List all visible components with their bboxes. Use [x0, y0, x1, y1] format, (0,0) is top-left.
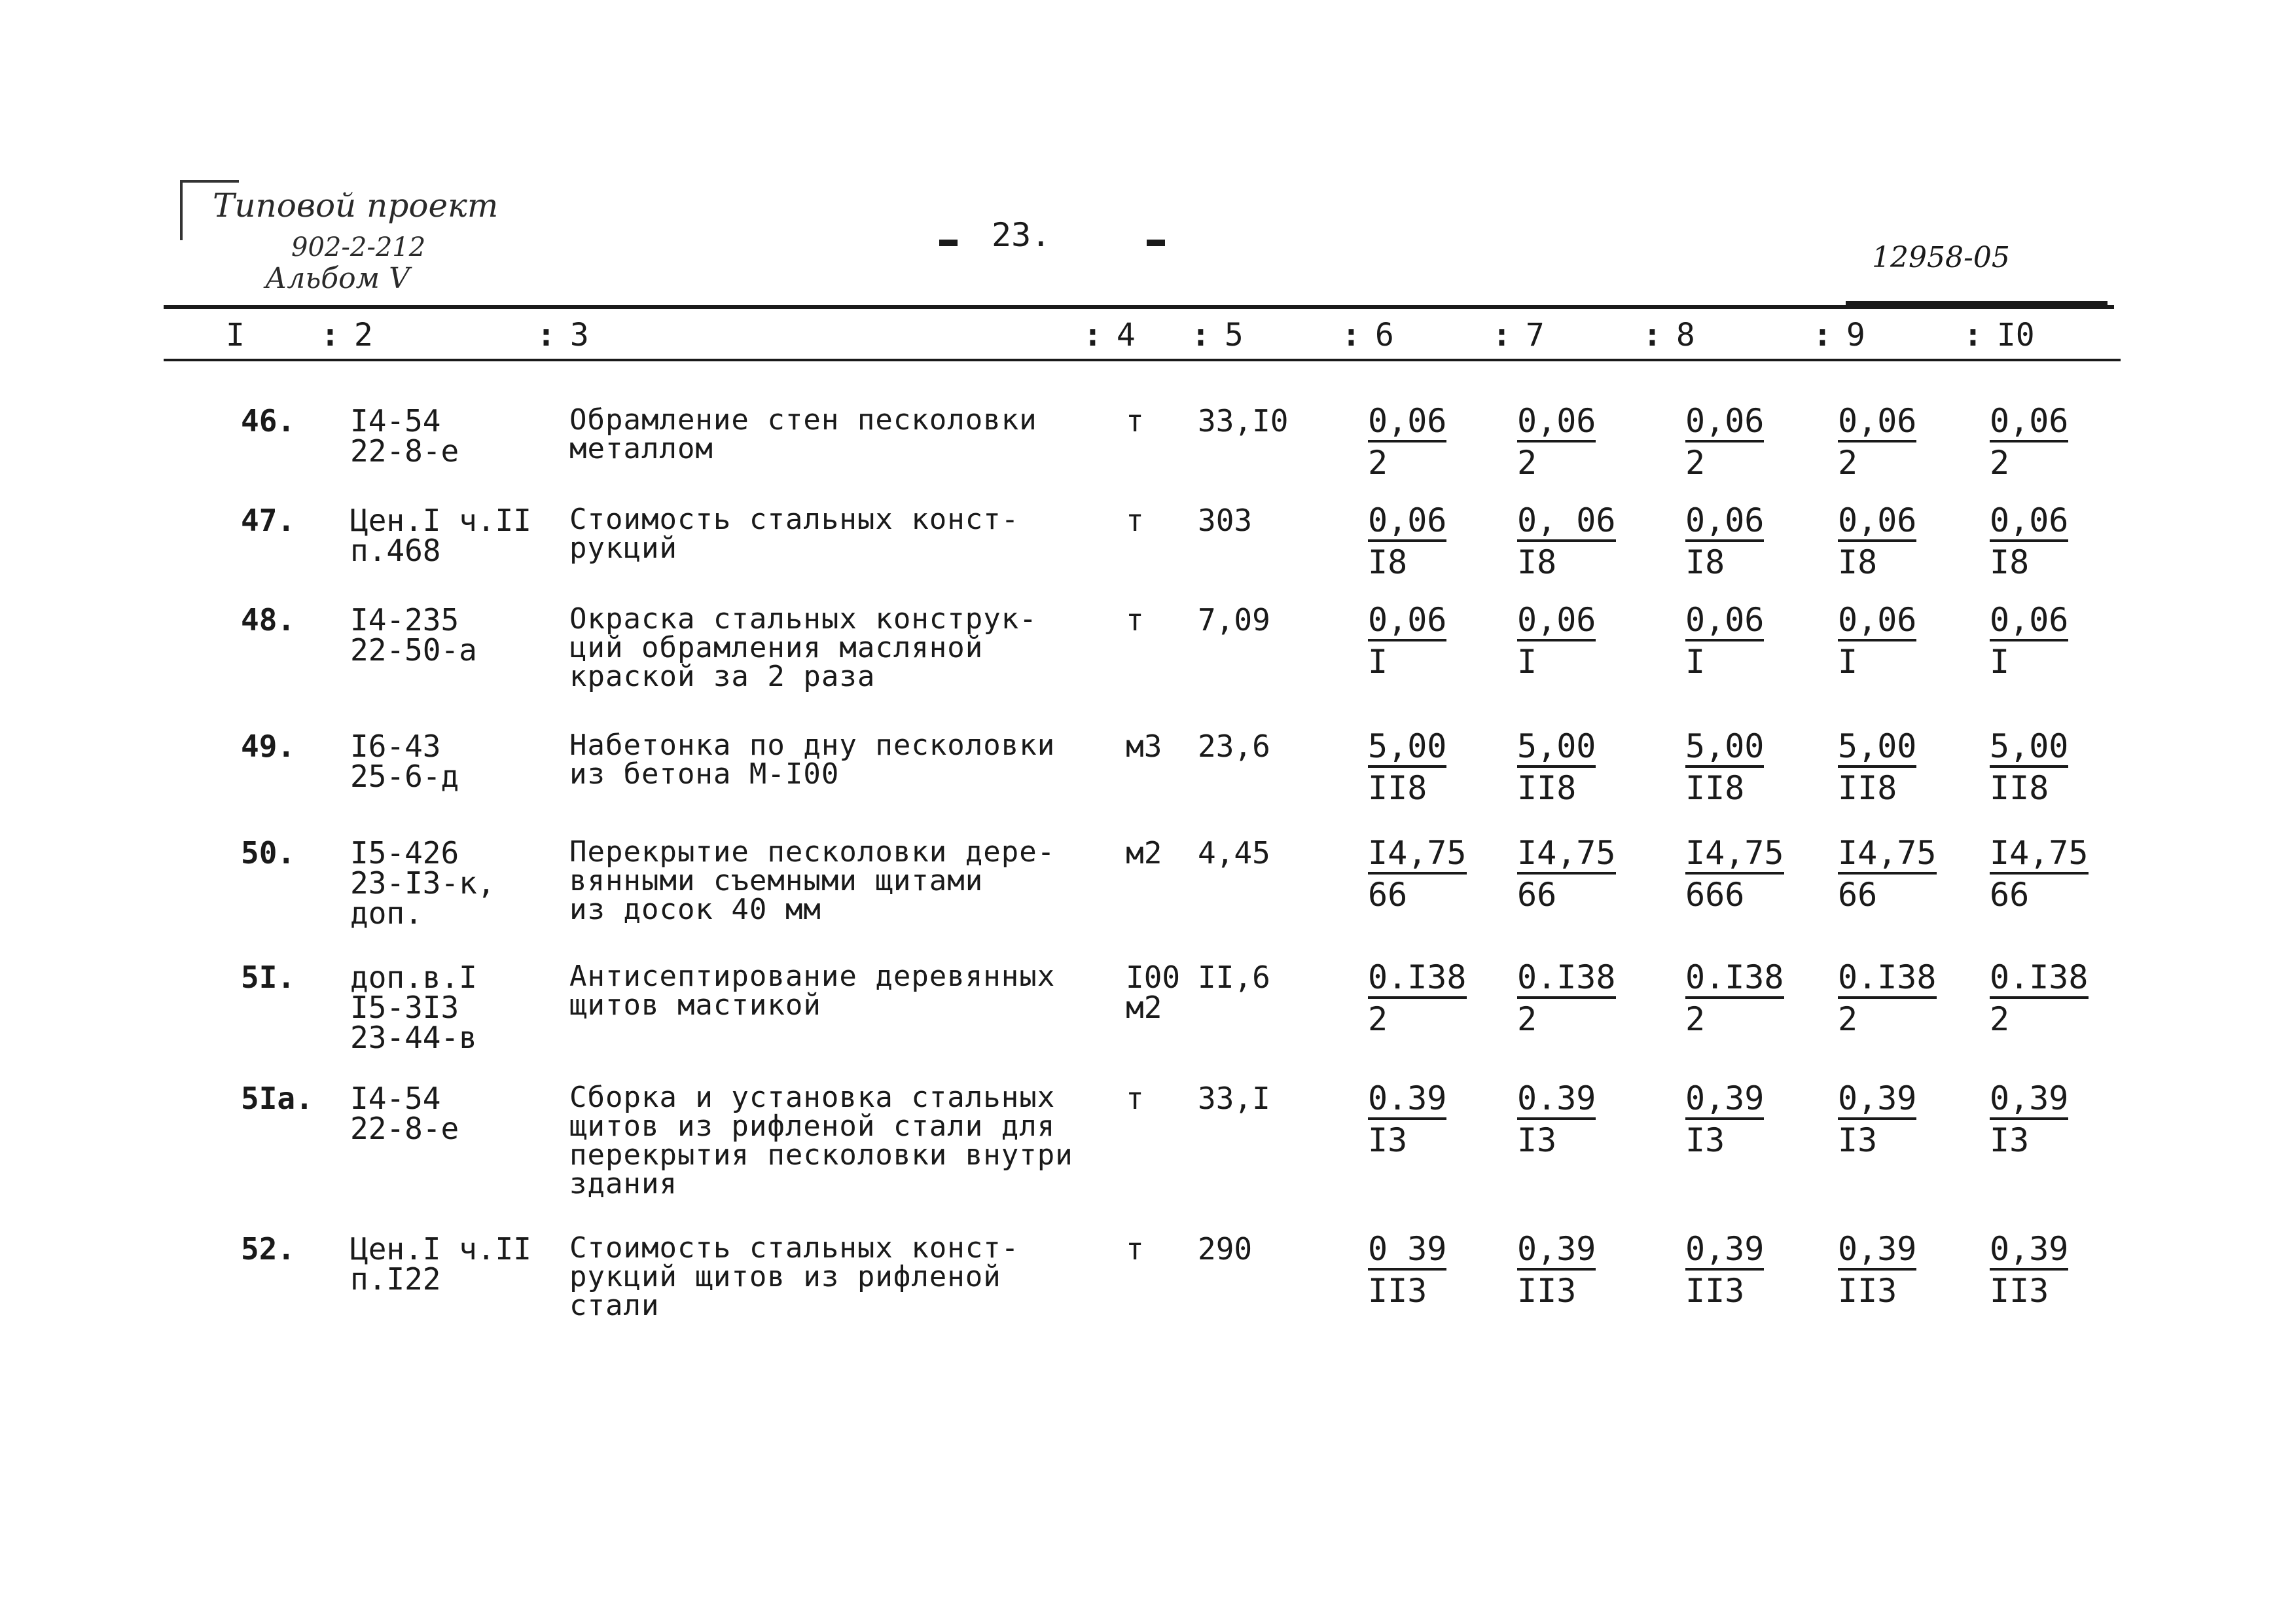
- fraction-denominator: 2: [1838, 1000, 1858, 1038]
- column-header-10: [1964, 317, 2035, 353]
- fraction-denominator: 66: [1990, 876, 2030, 914]
- row-code: Цен.I ч.II п.I22: [350, 1231, 531, 1297]
- fraction-value: [1368, 729, 1473, 806]
- column-header-9: [1813, 317, 1865, 353]
- row-unit: I00 м2: [1126, 960, 1181, 1025]
- row-description: Перекрытие песколовки дере- вянными съемными щитами из досок 40 мм: [569, 835, 1056, 926]
- fraction-denominator: 2: [1838, 444, 1858, 482]
- fraction-denominator: 2: [1368, 444, 1388, 482]
- row-unit: т: [1126, 503, 1144, 538]
- fraction-value: [1838, 602, 1943, 679]
- column-header-3: [537, 317, 589, 353]
- row-quantity: 303: [1198, 503, 1253, 538]
- fraction-numerator: I4,75: [1368, 835, 1467, 875]
- fraction-value: [1685, 602, 1790, 679]
- fraction-numerator: 0,39: [1990, 1231, 2068, 1271]
- header-rule-top-right: [1846, 301, 2108, 305]
- fraction-value: [1517, 403, 1622, 480]
- document-code: 12958-05: [1872, 241, 2010, 274]
- fraction-numerator: 0,06: [1368, 403, 1446, 442]
- fraction-value: [1990, 1081, 2094, 1158]
- fraction-value: [1838, 729, 1943, 806]
- fraction-denominator: 2: [1517, 1000, 1537, 1038]
- page-dash-left: [939, 240, 958, 246]
- fraction-value: [1368, 1081, 1473, 1158]
- fraction-value: [1368, 835, 1473, 912]
- column-header-6: [1342, 317, 1394, 353]
- fraction-denominator: I8: [1685, 543, 1725, 581]
- fraction-denominator: I: [1838, 643, 1858, 681]
- fraction-numerator: 0,06: [1368, 602, 1446, 641]
- fraction-value: [1990, 960, 2094, 1037]
- page-dash-right: [1147, 240, 1165, 246]
- column-header-2: [321, 317, 373, 353]
- fraction-numerator: 0.I38: [1990, 960, 2089, 999]
- column-label: 5: [1224, 317, 1244, 353]
- fraction-numerator: 0,06: [1990, 503, 2068, 542]
- fraction-numerator: 0,06: [1368, 503, 1446, 542]
- column-label: I0: [1996, 317, 2035, 353]
- column-label: 2: [353, 317, 373, 353]
- fraction-value: [1838, 1231, 1943, 1308]
- stamp-line-album: Альбом V: [265, 262, 410, 295]
- fraction-denominator: I: [1517, 643, 1537, 681]
- fraction-numerator: 5,00: [1838, 729, 1916, 768]
- column-header-7: [1492, 317, 1545, 353]
- row-quantity: 290: [1198, 1231, 1253, 1267]
- row-unit: т: [1126, 1081, 1144, 1116]
- fraction-denominator: 2: [1517, 444, 1537, 482]
- column-label: 4: [1116, 317, 1136, 353]
- column-separator: :: [321, 317, 340, 353]
- fraction-numerator: 0, 06: [1517, 503, 1616, 542]
- fraction-value: [1838, 835, 1943, 912]
- fraction-value: [1517, 1081, 1622, 1158]
- column-separator: :: [1964, 317, 1982, 353]
- fraction-numerator: 0,06: [1838, 503, 1916, 542]
- fraction-denominator: I8: [1838, 543, 1878, 581]
- fraction-denominator: I3: [1685, 1121, 1725, 1159]
- fraction-denominator: 66: [1838, 876, 1878, 914]
- fraction-denominator: II3: [1838, 1272, 1897, 1310]
- fraction-value: [1517, 960, 1622, 1037]
- fraction-numerator: 0,06: [1838, 403, 1916, 442]
- fraction-denominator: 2: [1685, 444, 1706, 482]
- fraction-numerator: 0,06: [1685, 403, 1764, 442]
- row-number: 50.: [241, 835, 296, 871]
- fraction-value: [1685, 403, 1790, 480]
- fraction-numerator: 0.I38: [1838, 960, 1937, 999]
- fraction-denominator: II8: [1517, 769, 1577, 807]
- fraction-numerator: 0,06: [1990, 403, 2068, 442]
- fraction-numerator: 0,39: [1990, 1081, 2068, 1120]
- fraction-numerator: 0,39: [1685, 1081, 1764, 1120]
- fraction-numerator: 0 39: [1368, 1231, 1446, 1271]
- fraction-denominator: I: [1368, 643, 1388, 681]
- fraction-numerator: 0,39: [1685, 1231, 1764, 1271]
- fraction-denominator: I: [1990, 643, 2010, 681]
- fraction-denominator: II3: [1685, 1272, 1745, 1310]
- fraction-numerator: 5,00: [1517, 729, 1596, 768]
- fraction-value: [1517, 503, 1622, 580]
- project-stamp: [180, 180, 520, 311]
- fraction-numerator: 0,06: [1838, 602, 1916, 641]
- fraction-numerator: 0,39: [1838, 1081, 1916, 1120]
- fraction-denominator: II8: [1990, 769, 2049, 807]
- column-label: 8: [1676, 317, 1695, 353]
- stamp-bracket: [180, 180, 183, 240]
- fraction-value: [1990, 729, 2094, 806]
- fraction-denominator: 66: [1368, 876, 1408, 914]
- fraction-value: [1685, 729, 1790, 806]
- row-quantity: 23,6: [1198, 729, 1270, 764]
- fraction-numerator: I4,75: [1990, 835, 2089, 875]
- fraction-denominator: 2: [1990, 444, 2010, 482]
- fraction-denominator: I3: [1517, 1121, 1557, 1159]
- row-description: Набетонка по дну песколовки из бетона М-I00: [569, 729, 1056, 791]
- row-quantity: 7,09: [1198, 602, 1270, 638]
- stamp-line-number: 902-2-212: [291, 232, 426, 262]
- fraction-denominator: 2: [1368, 1000, 1388, 1038]
- fraction-value: [1685, 1231, 1790, 1308]
- fraction-value: [1990, 503, 2094, 580]
- row-code: I4-54 22-8-е: [350, 403, 459, 469]
- fraction-numerator: 0,06: [1517, 403, 1596, 442]
- fraction-denominator: 66: [1517, 876, 1557, 914]
- fraction-value: [1685, 503, 1790, 580]
- fraction-value: [1368, 602, 1473, 679]
- fraction-numerator: 0,39: [1838, 1231, 1916, 1271]
- fraction-numerator: 0,06: [1685, 602, 1764, 641]
- row-unit: т: [1126, 602, 1144, 638]
- column-separator: :: [1191, 317, 1210, 353]
- row-number: 52.: [241, 1231, 296, 1267]
- stamp-line-project: Типовой проект: [213, 187, 499, 225]
- fraction-value: [1517, 729, 1622, 806]
- column-header-4: [1083, 317, 1136, 353]
- row-code: I4-54 22-8-е: [350, 1081, 459, 1146]
- fraction-value: [1368, 1231, 1473, 1308]
- row-code: I6-43 25-6-д: [350, 729, 459, 794]
- row-quantity: II,6: [1198, 960, 1270, 995]
- fraction-value: [1517, 1231, 1622, 1308]
- fraction-numerator: 0,06: [1685, 503, 1764, 542]
- row-unit: м3: [1126, 729, 1162, 764]
- row-description: Стоимость стальных конст- рукций: [569, 503, 1020, 565]
- row-quantity: 33,I0: [1198, 403, 1289, 439]
- column-separator: :: [1643, 317, 1662, 353]
- row-number: 46.: [241, 403, 296, 439]
- fraction-numerator: 0,06: [1990, 602, 2068, 641]
- stamp-bracket-top: [180, 180, 239, 183]
- row-number: 49.: [241, 729, 296, 764]
- fraction-value: [1838, 960, 1943, 1037]
- fraction-denominator: II3: [1368, 1272, 1427, 1310]
- fraction-numerator: 0,39: [1517, 1231, 1596, 1271]
- column-header-1: [226, 317, 245, 353]
- row-code: доп.в.I I5-3I3 23-44-в: [350, 960, 477, 1055]
- fraction-denominator: I8: [1368, 543, 1408, 581]
- column-separator: :: [537, 317, 556, 353]
- header-rule-bottom: [164, 359, 2121, 361]
- page-number: 23.: [992, 216, 1051, 254]
- column-label: 9: [1846, 317, 1865, 353]
- column-label: 6: [1374, 317, 1394, 353]
- fraction-denominator: I8: [1517, 543, 1557, 581]
- fraction-value: [1517, 835, 1622, 912]
- fraction-numerator: 0,06: [1517, 602, 1596, 641]
- column-separator: :: [1813, 317, 1832, 353]
- fraction-numerator: I4,75: [1517, 835, 1616, 875]
- fraction-denominator: II3: [1990, 1272, 2049, 1310]
- fraction-numerator: 0.39: [1517, 1081, 1596, 1120]
- fraction-value: [1838, 1081, 1943, 1158]
- fraction-numerator: 0.I38: [1685, 960, 1784, 999]
- fraction-value: [1990, 1231, 2094, 1308]
- fraction-value: [1368, 503, 1473, 580]
- row-number: 48.: [241, 602, 296, 638]
- fraction-denominator: I: [1685, 643, 1706, 681]
- fraction-numerator: 0.I38: [1368, 960, 1467, 999]
- header-rule-top: [164, 305, 2114, 309]
- row-quantity: 33,I: [1198, 1081, 1270, 1116]
- fraction-numerator: 5,00: [1685, 729, 1764, 768]
- row-unit: м2: [1126, 835, 1162, 871]
- fraction-denominator: I3: [1368, 1121, 1408, 1159]
- fraction-denominator: 666: [1685, 876, 1745, 914]
- fraction-numerator: 0.I38: [1517, 960, 1616, 999]
- fraction-value: [1990, 403, 2094, 480]
- column-label: 3: [569, 317, 589, 353]
- column-header-8: [1643, 317, 1695, 353]
- fraction-value: [1838, 503, 1943, 580]
- row-description: Обрамление стен песколовки металлом: [569, 403, 1037, 465]
- fraction-value: [1368, 403, 1473, 480]
- column-separator: :: [1492, 317, 1511, 353]
- row-unit: т: [1126, 1231, 1144, 1267]
- row-description: Окраска стальных конструк- ций обрамления масляной краской за 2 раза: [569, 602, 1037, 693]
- fraction-denominator: II8: [1368, 769, 1427, 807]
- row-code: Цен.I ч.II п.468: [350, 503, 531, 568]
- fraction-denominator: I3: [1990, 1121, 2030, 1159]
- row-number: 47.: [241, 503, 296, 538]
- fraction-value: [1517, 602, 1622, 679]
- fraction-denominator: II8: [1838, 769, 1897, 807]
- row-description: Стоимость стальных конст- рукций щитов из рифленой стали: [569, 1231, 1020, 1322]
- row-unit: т: [1126, 403, 1144, 439]
- row-number: 5Iа.: [241, 1081, 314, 1116]
- fraction-numerator: 0.39: [1368, 1081, 1446, 1120]
- fraction-numerator: I4,75: [1838, 835, 1937, 875]
- row-code: I4-235 22-50-а: [350, 602, 477, 668]
- fraction-denominator: II8: [1685, 769, 1745, 807]
- column-separator: :: [1083, 317, 1102, 353]
- fraction-value: [1685, 1081, 1790, 1158]
- row-number: 5I.: [241, 960, 296, 995]
- fraction-numerator: 5,00: [1990, 729, 2068, 768]
- fraction-denominator: I8: [1990, 543, 2030, 581]
- fraction-value: [1368, 960, 1473, 1037]
- fraction-denominator: 2: [1990, 1000, 2010, 1038]
- fraction-denominator: 2: [1685, 1000, 1706, 1038]
- row-code: I5-426 23-I3-к, доп.: [350, 835, 495, 931]
- fraction-value: [1990, 835, 2094, 912]
- fraction-value: [1685, 835, 1790, 912]
- column-separator: :: [1342, 317, 1361, 353]
- column-header-5: [1191, 317, 1244, 353]
- fraction-denominator: I3: [1838, 1121, 1878, 1159]
- fraction-value: [1685, 960, 1790, 1037]
- fraction-value: [1838, 403, 1943, 480]
- fraction-numerator: 5,00: [1368, 729, 1446, 768]
- fraction-value: [1990, 602, 2094, 679]
- fraction-numerator: I4,75: [1685, 835, 1784, 875]
- column-label: I: [226, 317, 245, 353]
- row-description: Сборка и установка стальных щитов из рифленой стали для перекрытия песколовки внутри здания: [569, 1081, 1073, 1200]
- fraction-denominator: II3: [1517, 1272, 1577, 1310]
- row-quantity: 4,45: [1198, 835, 1270, 871]
- column-label: 7: [1525, 317, 1545, 353]
- row-description: Антисептирование деревянных щитов мастикой: [569, 960, 1056, 1022]
